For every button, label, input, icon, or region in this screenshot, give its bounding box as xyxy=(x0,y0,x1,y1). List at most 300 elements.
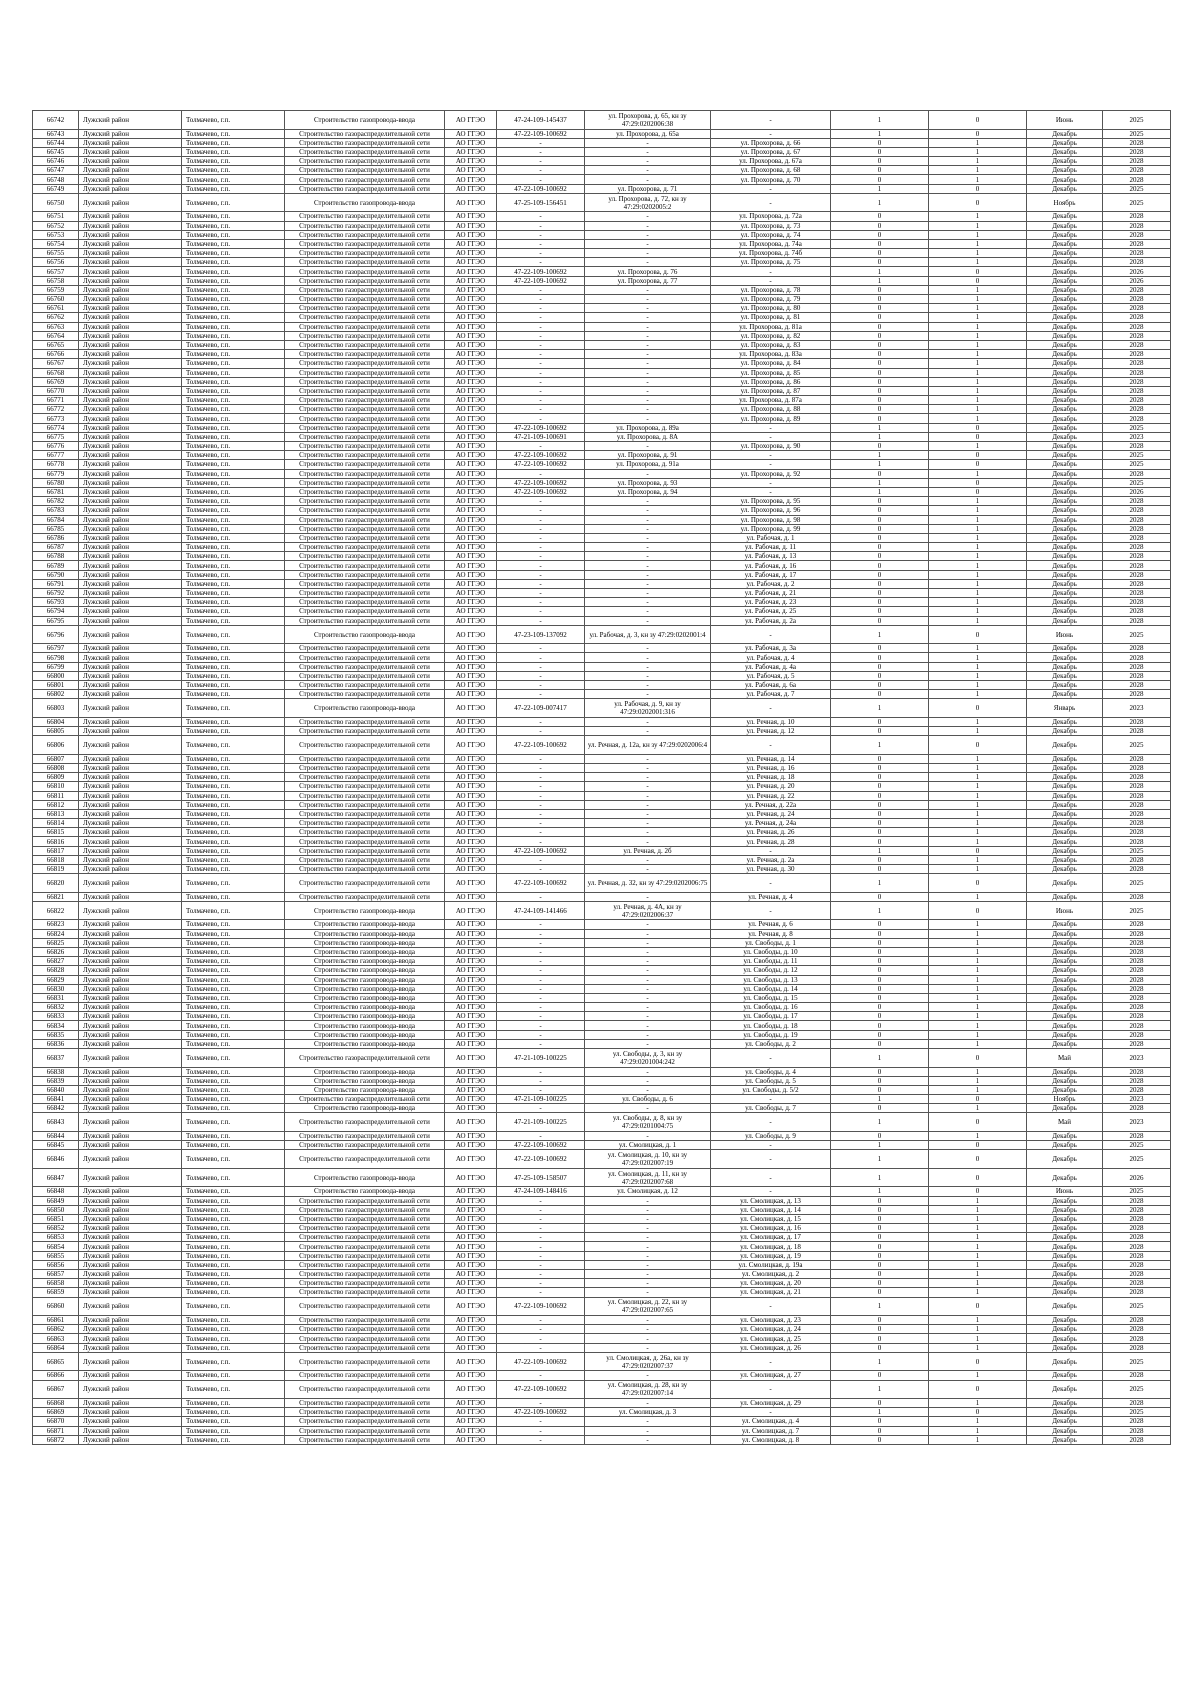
flag-b-cell: 0 xyxy=(929,193,1027,212)
work-type-cell: Строительство газораспределительной сети xyxy=(285,1334,445,1343)
flag-a-cell: 0 xyxy=(831,1260,929,1269)
organization-cell: АО ГГЭО xyxy=(445,506,497,515)
month-cell: Июнь xyxy=(1027,111,1103,130)
flag-b-cell: 0 xyxy=(929,1049,1027,1068)
settlement-cell: Толмачево, г.п. xyxy=(182,1067,285,1076)
organization-cell: АО ГГЭО xyxy=(445,423,497,432)
month-cell: Декабрь xyxy=(1027,1297,1103,1316)
table-row xyxy=(33,589,1171,598)
work-type-cell: Строительство газораспределительной сети xyxy=(285,736,445,755)
address-planned-cell: ул. Свободы, д. 5 xyxy=(711,1076,831,1085)
organization-cell: АО ГГЭО xyxy=(445,1049,497,1068)
organization-cell: АО ГГЭО xyxy=(445,1187,497,1196)
month-cell: Декабрь xyxy=(1027,1380,1103,1399)
year-cell: 2028 xyxy=(1103,662,1171,671)
year-cell: 2028 xyxy=(1103,589,1171,598)
address-connected-cell: - xyxy=(585,239,711,248)
contract-number-cell: - xyxy=(497,497,585,506)
year-cell: 2025 xyxy=(1103,1141,1171,1150)
flag-a-cell: 0 xyxy=(831,1251,929,1260)
district-cell: Лужский район xyxy=(79,1076,182,1085)
settlement-cell: Толмачево, г.п. xyxy=(182,1196,285,1205)
row-id-cell: 66782 xyxy=(33,497,79,506)
row-id-cell: 66743 xyxy=(33,129,79,138)
row-id-cell: 66798 xyxy=(33,653,79,662)
organization-cell: АО ГГЭО xyxy=(445,1021,497,1030)
flag-a-cell: 0 xyxy=(831,1196,929,1205)
row-id-cell: 66802 xyxy=(33,690,79,699)
flag-b-cell: 1 xyxy=(929,497,1027,506)
row-id-cell: 66797 xyxy=(33,644,79,653)
table-row xyxy=(33,671,1171,680)
month-cell: Декабрь xyxy=(1027,1224,1103,1233)
work-type-cell: Строительство газораспределительной сети xyxy=(285,1352,445,1371)
address-planned-cell: ул. Прохорова, д. 78 xyxy=(711,285,831,294)
address-planned-cell: ул. Речная, д. 22а xyxy=(711,800,831,809)
district-cell: Лужский район xyxy=(79,1343,182,1352)
address-connected-cell: - xyxy=(585,892,711,901)
organization-cell: АО ГГЭО xyxy=(445,221,497,230)
row-id-cell: 66781 xyxy=(33,487,79,496)
table-row xyxy=(33,1196,1171,1205)
work-type-cell: Строительство газораспределительной сети xyxy=(285,579,445,588)
district-cell: Лужский район xyxy=(79,727,182,736)
year-cell: 2028 xyxy=(1103,837,1171,846)
organization-cell: АО ГГЭО xyxy=(445,1233,497,1242)
district-cell: Лужский район xyxy=(79,1242,182,1251)
month-cell: Декабрь xyxy=(1027,993,1103,1002)
address-planned-cell: ул. Прохорова, д. 74б xyxy=(711,249,831,258)
address-connected-cell: - xyxy=(585,929,711,938)
address-planned-cell: ул. Прохорова, д. 80 xyxy=(711,304,831,313)
contract-number-cell: - xyxy=(497,157,585,166)
flag-a-cell: 0 xyxy=(831,1435,929,1444)
table-row xyxy=(33,414,1171,423)
row-id-cell: 66805 xyxy=(33,727,79,736)
address-connected-cell: - xyxy=(585,258,711,267)
year-cell: 2025 xyxy=(1103,846,1171,855)
address-connected-cell: - xyxy=(585,727,711,736)
contract-number-cell: 47-25-109-156451 xyxy=(497,193,585,212)
flag-a-cell: 1 xyxy=(831,423,929,432)
year-cell: 2028 xyxy=(1103,1039,1171,1048)
flag-b-cell: 1 xyxy=(929,1104,1027,1113)
settlement-cell: Толмачево, г.п. xyxy=(182,469,285,478)
row-id-cell: 66852 xyxy=(33,1224,79,1233)
flag-a-cell: 0 xyxy=(831,1233,929,1242)
settlement-cell: Толмачево, г.п. xyxy=(182,304,285,313)
settlement-cell: Толмачево, г.п. xyxy=(182,295,285,304)
month-cell: Декабрь xyxy=(1027,809,1103,818)
organization-cell: АО ГГЭО xyxy=(445,396,497,405)
flag-a-cell: 0 xyxy=(831,616,929,625)
row-id-cell: 66821 xyxy=(33,892,79,901)
flag-b-cell: 1 xyxy=(929,690,1027,699)
settlement-cell: Толмачево, г.п. xyxy=(182,865,285,874)
year-cell: 2028 xyxy=(1103,855,1171,864)
organization-cell: АО ГГЭО xyxy=(445,1104,497,1113)
contract-number-cell: - xyxy=(497,819,585,828)
address-planned-cell: - xyxy=(711,432,831,441)
flag-a-cell: 0 xyxy=(831,469,929,478)
organization-cell: АО ГГЭО xyxy=(445,497,497,506)
table-body xyxy=(33,111,1171,1445)
address-planned-cell: - xyxy=(711,1095,831,1104)
row-id-cell: 66837 xyxy=(33,1049,79,1068)
flag-a-cell: 0 xyxy=(831,561,929,570)
settlement-cell: Толмачево, г.п. xyxy=(182,157,285,166)
year-cell: 2028 xyxy=(1103,175,1171,184)
flag-b-cell: 1 xyxy=(929,1251,1027,1260)
district-cell: Лужский район xyxy=(79,800,182,809)
flag-b-cell: 1 xyxy=(929,524,1027,533)
flag-a-cell: 0 xyxy=(831,1039,929,1048)
flag-b-cell: 1 xyxy=(929,929,1027,938)
work-type-cell: Строительство газораспределительной сети xyxy=(285,414,445,423)
address-connected-cell: - xyxy=(585,249,711,258)
settlement-cell: Толмачево, г.п. xyxy=(182,423,285,432)
contract-number-cell: - xyxy=(497,506,585,515)
address-connected-cell: ул. Смолицкая, д. 28, кн зу 47:29:0202007:14 xyxy=(585,1380,711,1399)
work-type-cell: Строительство газораспределительной сети xyxy=(285,1279,445,1288)
address-planned-cell: ул. Прохорова, д. 70 xyxy=(711,175,831,184)
work-type-cell: Строительство газораспределительной сети xyxy=(285,561,445,570)
month-cell: Декабрь xyxy=(1027,1426,1103,1435)
settlement-cell: Толмачево, г.п. xyxy=(182,340,285,349)
month-cell: Июнь xyxy=(1027,1187,1103,1196)
month-cell: Декабрь xyxy=(1027,442,1103,451)
address-connected-cell: ул. Свободы, д. 8, кн зу 47:29:0201004:75 xyxy=(585,1113,711,1132)
month-cell: Декабрь xyxy=(1027,1076,1103,1085)
row-id-cell: 66822 xyxy=(33,901,79,920)
year-cell: 2028 xyxy=(1103,157,1171,166)
year-cell: 2025 xyxy=(1103,1380,1171,1399)
district-cell: Лужский район xyxy=(79,561,182,570)
row-id-cell: 66744 xyxy=(33,138,79,147)
contract-number-cell: - xyxy=(497,727,585,736)
work-type-cell: Строительство газопровода-ввода xyxy=(285,901,445,920)
work-type-cell: Строительство газораспределительной сети xyxy=(285,331,445,340)
address-planned-cell: - xyxy=(711,1187,831,1196)
address-planned-cell: ул. Рабочая, д. 21 xyxy=(711,589,831,598)
address-planned-cell: ул. Смолицкая, д. 15 xyxy=(711,1214,831,1223)
contract-number-cell: - xyxy=(497,1085,585,1094)
organization-cell: АО ГГЭО xyxy=(445,1380,497,1399)
address-planned-cell: - xyxy=(711,276,831,285)
district-cell: Лужский район xyxy=(79,846,182,855)
settlement-cell: Толмачево, г.п. xyxy=(182,727,285,736)
organization-cell: АО ГГЭО xyxy=(445,1242,497,1251)
row-id-cell: 66847 xyxy=(33,1168,79,1187)
table-row xyxy=(33,570,1171,579)
flag-a-cell: 0 xyxy=(831,340,929,349)
table-row xyxy=(33,1242,1171,1251)
address-planned-cell: ул. Прохорова, д. 72а xyxy=(711,212,831,221)
year-cell: 2025 xyxy=(1103,460,1171,469)
flag-b-cell: 1 xyxy=(929,166,1027,175)
work-type-cell: Строительство газораспределительной сети xyxy=(285,239,445,248)
contract-number-cell: - xyxy=(497,386,585,395)
address-connected-cell: - xyxy=(585,1131,711,1140)
flag-a-cell: 0 xyxy=(831,322,929,331)
table-row xyxy=(33,846,1171,855)
table-row xyxy=(33,1426,1171,1435)
year-cell: 2028 xyxy=(1103,892,1171,901)
contract-number-cell: - xyxy=(497,671,585,680)
table-row xyxy=(33,1076,1171,1085)
address-connected-cell: - xyxy=(585,285,711,294)
month-cell: Декабрь xyxy=(1027,763,1103,772)
flag-b-cell: 1 xyxy=(929,865,1027,874)
settlement-cell: Толмачево, г.п. xyxy=(182,111,285,130)
contract-number-cell: - xyxy=(497,138,585,147)
flag-a-cell: 1 xyxy=(831,1380,929,1399)
work-type-cell: Строительство газораспределительной сети xyxy=(285,295,445,304)
work-type-cell: Строительство газораспределительной сети xyxy=(285,157,445,166)
table-row xyxy=(33,1012,1171,1021)
flag-b-cell: 1 xyxy=(929,662,1027,671)
work-type-cell: Строительство газораспределительной сети xyxy=(285,1417,445,1426)
settlement-cell: Толмачево, г.п. xyxy=(182,1205,285,1214)
flag-a-cell: 0 xyxy=(831,1224,929,1233)
district-cell: Лужский район xyxy=(79,1141,182,1150)
address-planned-cell: - xyxy=(711,478,831,487)
flag-b-cell: 1 xyxy=(929,957,1027,966)
address-planned-cell: - xyxy=(711,1352,831,1371)
flag-a-cell: 1 xyxy=(831,1095,929,1104)
month-cell: Декабрь xyxy=(1027,1003,1103,1012)
district-cell: Лужский район xyxy=(79,533,182,542)
address-connected-cell: - xyxy=(585,579,711,588)
month-cell: Декабрь xyxy=(1027,1150,1103,1169)
flag-b-cell: 0 xyxy=(929,901,1027,920)
row-id-cell: 66819 xyxy=(33,865,79,874)
flag-b-cell: 1 xyxy=(929,1334,1027,1343)
address-planned-cell: ул. Прохорова, д. 83 xyxy=(711,340,831,349)
month-cell: Май xyxy=(1027,1049,1103,1068)
work-type-cell: Строительство газораспределительной сети xyxy=(285,1260,445,1269)
flag-b-cell: 0 xyxy=(929,423,1027,432)
work-type-cell: Строительство газораспределительной сети xyxy=(285,451,445,460)
row-id-cell: 66794 xyxy=(33,607,79,616)
district-cell: Лужский район xyxy=(79,579,182,588)
contract-number-cell: - xyxy=(497,322,585,331)
organization-cell: АО ГГЭО xyxy=(445,644,497,653)
settlement-cell: Толмачево, г.п. xyxy=(182,350,285,359)
settlement-cell: Толмачево, г.п. xyxy=(182,212,285,221)
flag-b-cell: 1 xyxy=(929,1399,1027,1408)
work-type-cell: Строительство газораспределительной сети xyxy=(285,1408,445,1417)
month-cell: Декабрь xyxy=(1027,212,1103,221)
organization-cell: АО ГГЭО xyxy=(445,892,497,901)
contract-number-cell: - xyxy=(497,1039,585,1048)
row-id-cell: 66799 xyxy=(33,662,79,671)
row-id-cell: 66774 xyxy=(33,423,79,432)
table-row xyxy=(33,819,1171,828)
month-cell: Декабрь xyxy=(1027,147,1103,156)
flag-b-cell: 1 xyxy=(929,506,1027,515)
year-cell: 2028 xyxy=(1103,947,1171,956)
flag-b-cell: 1 xyxy=(929,359,1027,368)
year-cell: 2028 xyxy=(1103,920,1171,929)
table-row xyxy=(33,267,1171,276)
address-planned-cell: ул. Свободы, д. 14 xyxy=(711,984,831,993)
address-planned-cell: - xyxy=(711,460,831,469)
address-planned-cell: ул. Речная, д. 20 xyxy=(711,782,831,791)
organization-cell: АО ГГЭО xyxy=(445,938,497,947)
settlement-cell: Толмачево, г.п. xyxy=(182,1141,285,1150)
contract-number-cell: - xyxy=(497,221,585,230)
address-connected-cell: - xyxy=(585,1334,711,1343)
month-cell: Декабрь xyxy=(1027,414,1103,423)
district-cell: Лужский район xyxy=(79,920,182,929)
contract-number-cell: 47-22-109-100692 xyxy=(497,1408,585,1417)
year-cell: 2028 xyxy=(1103,570,1171,579)
settlement-cell: Толмачево, г.п. xyxy=(182,359,285,368)
district-cell: Лужский район xyxy=(79,405,182,414)
address-connected-cell: - xyxy=(585,1067,711,1076)
flag-a-cell: 0 xyxy=(831,533,929,542)
year-cell: 2028 xyxy=(1103,984,1171,993)
settlement-cell: Толмачево, г.п. xyxy=(182,625,285,644)
flag-a-cell: 0 xyxy=(831,166,929,175)
district-cell: Лужский район xyxy=(79,570,182,579)
address-planned-cell: ул. Смолицкая, д. 26 xyxy=(711,1343,831,1352)
district-cell: Лужский район xyxy=(79,671,182,680)
address-planned-cell: ул. Речная, д. 14 xyxy=(711,754,831,763)
flag-a-cell: 0 xyxy=(831,579,929,588)
month-cell: Ноябрь xyxy=(1027,1095,1103,1104)
organization-cell: АО ГГЭО xyxy=(445,653,497,662)
row-id-cell: 66751 xyxy=(33,212,79,221)
table-row xyxy=(33,533,1171,542)
organization-cell: АО ГГЭО xyxy=(445,1297,497,1316)
flag-b-cell: 0 xyxy=(929,1187,1027,1196)
district-cell: Лужский район xyxy=(79,957,182,966)
contract-number-cell: 47-22-109-100692 xyxy=(497,1352,585,1371)
work-type-cell: Строительство газораспределительной сети xyxy=(285,782,445,791)
settlement-cell: Толмачево, г.п. xyxy=(182,1380,285,1399)
year-cell: 2028 xyxy=(1103,828,1171,837)
contract-number-cell: - xyxy=(497,212,585,221)
district-cell: Лужский район xyxy=(79,782,182,791)
month-cell: Декабрь xyxy=(1027,1030,1103,1039)
flag-b-cell: 1 xyxy=(929,800,1027,809)
flag-b-cell: 1 xyxy=(929,322,1027,331)
row-id-cell: 66812 xyxy=(33,800,79,809)
work-type-cell: Строительство газораспределительной сети xyxy=(285,616,445,625)
district-cell: Лужский район xyxy=(79,607,182,616)
gasification-table xyxy=(32,110,1171,1445)
district-cell: Лужский район xyxy=(79,249,182,258)
organization-cell: АО ГГЭО xyxy=(445,1095,497,1104)
organization-cell: АО ГГЭО xyxy=(445,304,497,313)
address-planned-cell: ул. Свободы, д. 11 xyxy=(711,957,831,966)
flag-b-cell: 1 xyxy=(929,993,1027,1002)
district-cell: Лужский район xyxy=(79,129,182,138)
address-planned-cell: ул. Прохорова, д. 87 xyxy=(711,386,831,395)
year-cell: 2028 xyxy=(1103,212,1171,221)
flag-b-cell: 1 xyxy=(929,147,1027,156)
row-id-cell: 66832 xyxy=(33,1003,79,1012)
work-type-cell: Строительство газораспределительной сети xyxy=(285,524,445,533)
address-connected-cell: ул. Прохорова, д. 8А xyxy=(585,432,711,441)
organization-cell: АО ГГЭО xyxy=(445,386,497,395)
flag-b-cell: 1 xyxy=(929,1233,1027,1242)
flag-b-cell: 0 xyxy=(929,846,1027,855)
contract-number-cell: - xyxy=(497,175,585,184)
work-type-cell: Строительство газораспределительной сети xyxy=(285,184,445,193)
settlement-cell: Толмачево, г.п. xyxy=(182,331,285,340)
contract-number-cell: - xyxy=(497,1233,585,1242)
table-row xyxy=(33,478,1171,487)
flag-b-cell: 1 xyxy=(929,1021,1027,1030)
address-planned-cell: - xyxy=(711,699,831,718)
table-row xyxy=(33,855,1171,864)
work-type-cell: Строительство газораспределительной сети xyxy=(285,828,445,837)
contract-number-cell: - xyxy=(497,1316,585,1325)
year-cell: 2028 xyxy=(1103,727,1171,736)
organization-cell: АО ГГЭО xyxy=(445,763,497,772)
district-cell: Лужский район xyxy=(79,515,182,524)
flag-b-cell: 1 xyxy=(929,368,1027,377)
contract-number-cell: - xyxy=(497,359,585,368)
contract-number-cell: - xyxy=(497,570,585,579)
address-connected-cell: - xyxy=(585,157,711,166)
flag-a-cell: 0 xyxy=(831,690,929,699)
year-cell: 2028 xyxy=(1103,782,1171,791)
work-type-cell: Строительство газораспределительной сети xyxy=(285,1371,445,1380)
address-connected-cell: - xyxy=(585,533,711,542)
contract-number-cell: - xyxy=(497,1260,585,1269)
contract-number-cell: - xyxy=(497,313,585,322)
contract-number-cell: 47-23-109-137092 xyxy=(497,625,585,644)
flag-a-cell: 0 xyxy=(831,920,929,929)
month-cell: Декабрь xyxy=(1027,239,1103,248)
flag-a-cell: 0 xyxy=(831,1279,929,1288)
flag-a-cell: 0 xyxy=(831,589,929,598)
month-cell: Декабрь xyxy=(1027,460,1103,469)
year-cell: 2028 xyxy=(1103,377,1171,386)
address-planned-cell: ул. Прохорова, д. 88 xyxy=(711,405,831,414)
contract-number-cell: - xyxy=(497,295,585,304)
work-type-cell: Строительство газораспределительной сети xyxy=(285,1141,445,1150)
address-connected-cell: - xyxy=(585,396,711,405)
address-planned-cell: - xyxy=(711,423,831,432)
settlement-cell: Толмачево, г.п. xyxy=(182,717,285,726)
settlement-cell: Толмачево, г.п. xyxy=(182,782,285,791)
contract-number-cell: - xyxy=(497,920,585,929)
address-planned-cell: ул. Смолицкая, д. 19а xyxy=(711,1260,831,1269)
flag-b-cell: 1 xyxy=(929,717,1027,726)
contract-number-cell: - xyxy=(497,469,585,478)
settlement-cell: Толмачево, г.п. xyxy=(182,249,285,258)
address-planned-cell: ул. Речная, д. 2а xyxy=(711,855,831,864)
table-row xyxy=(33,975,1171,984)
month-cell: Декабрь xyxy=(1027,957,1103,966)
contract-number-cell: 47-22-109-100692 xyxy=(497,736,585,755)
flag-b-cell: 1 xyxy=(929,1316,1027,1325)
flag-b-cell: 1 xyxy=(929,920,1027,929)
flag-a-cell: 0 xyxy=(831,396,929,405)
organization-cell: АО ГГЭО xyxy=(445,239,497,248)
month-cell: Декабрь xyxy=(1027,966,1103,975)
month-cell: Декабрь xyxy=(1027,1233,1103,1242)
table-row xyxy=(33,966,1171,975)
work-type-cell: Строительство газораспределительной сети xyxy=(285,1399,445,1408)
settlement-cell: Толмачево, г.п. xyxy=(182,855,285,864)
district-cell: Лужский район xyxy=(79,1297,182,1316)
